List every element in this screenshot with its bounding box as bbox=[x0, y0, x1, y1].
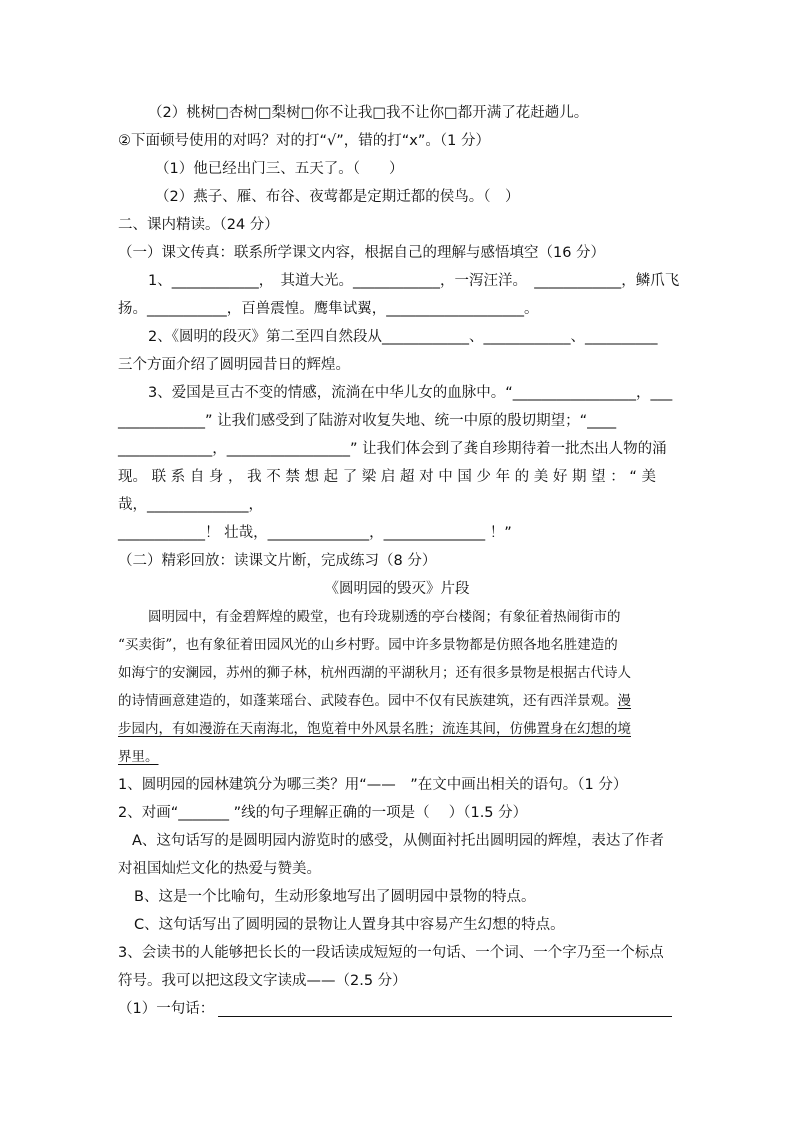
question-3-line-2: 符号。我可以把这段文字读成——（2.5 分） bbox=[118, 973, 407, 989]
subsection-heading-2: （二）精彩回放：读课文片断，完成练习（8 分） bbox=[118, 553, 437, 569]
passage-line-3: 如海宁的安澜园，苏州的狮子林，杭州西湖的平湖秋月；还有很多景物是根据古代诗人 bbox=[118, 665, 631, 681]
question-2: 2、对画“_______ ”线的句子理解正确的一项是（ ）（1.5 分） bbox=[118, 805, 528, 821]
fill-item-3-line-1: 3、爱国是亘古不变的情感，流淌在中华儿女的血脉中。“_________________，___ bbox=[148, 385, 673, 401]
fill-item-1-line-2: 扬。___________，百兽震惶。鹰隼试翼，___________________。 bbox=[118, 301, 539, 317]
option-a-line-1: A、这句话写的是圆明园内游览时的感受，从侧面衬托出圆明园的辉煌，表达了作者 bbox=[132, 833, 664, 849]
judge-item-1: （1）他已经出门三、五天了。（ ） bbox=[155, 161, 404, 177]
option-b: B、这是一个比喻句，生动形象地写出了圆明园中景物的特点。 bbox=[134, 889, 536, 905]
question-1: 1、圆明园的园林建筑分为哪三类？用“—— ”在文中画出相关的语句。（1 分） bbox=[118, 777, 628, 793]
judge-item-2: （2）燕子、雁、布谷、夜莺都是定期迁都的侯鸟。（ ） bbox=[155, 189, 520, 205]
question-3-sentence-label: （1）一句话： bbox=[118, 1001, 215, 1017]
passage-line-1: 圆明园中，有金碧辉煌的殿堂，也有玲珑剔透的亭台楼阁；有象征着热闹街市的 bbox=[148, 609, 621, 625]
passage-title: 《圆明园的毁灭》片段 bbox=[324, 581, 470, 597]
fill-item-1-line-1: 1、____________， 其道大光。____________，一泻汪洋。 ____________，鳞爪飞 bbox=[148, 273, 680, 289]
section-heading-2: 二、课内精读。（24 分） bbox=[118, 217, 279, 233]
answer-blank-line[interactable] bbox=[218, 1016, 672, 1017]
fill-punctuation-item-2: （2）桃树□杏树□梨树□你不让我□我不让你□都开满了花赶趟儿。 bbox=[148, 105, 589, 121]
underlined-sentence-start: 漫 bbox=[617, 693, 631, 709]
underlined-sentence-line-2: 界里。 bbox=[118, 749, 159, 765]
passage-line-4-text: 的诗情画意建造的，如蓬莱瑶台、武陵春色。园中不仅有民族建筑，还有西洋景观。 bbox=[118, 693, 618, 709]
fill-item-3-line-2: ____________” 让我们感受到了陆游对收复失地、统一中原的殷切期望；“____ bbox=[118, 413, 617, 429]
fill-item-2-line-1: 2、《圆明的段灭》第二至四自然段从____________、____________、__________ bbox=[148, 329, 658, 345]
fill-item-3-line-4: 现。 联 系 自 身 ， 我 不 禁 想 起 了 梁 启 超 对 中 国 少 年 的 美 好 期 望 ： “ 美 bbox=[118, 469, 656, 485]
question-3-line-1: 3、会读书的人能够把长长的一段话读成短短的一句话、一个词、一个字乃至一个标点 bbox=[118, 945, 664, 961]
passage-line-2: “买卖街”，也有象征着田园风光的山乡村野。园中许多景物都是仿照各地名胜建造的 bbox=[118, 637, 618, 653]
underlined-sentence-line-1: 步园内，有如漫游在天南海北，饱览着中外风景名胜；流连其间，仿佛置身在幻想的境 bbox=[118, 721, 631, 737]
option-a-line-2: 对祖国灿烂文化的热爱与赞美。 bbox=[118, 861, 321, 877]
passage-line-4 bbox=[118, 691, 678, 711]
subsection-heading-1: （一）课文传真：联系所学课文内容，根据自己的理解与感悟填空（16 分） bbox=[118, 245, 606, 261]
fill-item-3-line-5: 哉，______________， bbox=[118, 497, 263, 513]
option-c: C、这句话写出了圆明园的景物让人置身其中容易产生幻想的特点。 bbox=[134, 917, 565, 933]
question-comma-usage: ②下面顿号使用的对吗？对的打“√”，错的打“x”。（1 分） bbox=[118, 133, 490, 149]
fill-item-2-line-2: 三个方面介绍了圆明园昔日的辉煌。 bbox=[118, 357, 350, 373]
fill-item-3-line-6: ____________！ 壮哉，______________，______________ ！” bbox=[118, 525, 512, 541]
fill-item-3-line-3: _____________，_________________” 让我们体会到了龚自珍期待着一批杰出人物的涌 bbox=[118, 441, 667, 457]
